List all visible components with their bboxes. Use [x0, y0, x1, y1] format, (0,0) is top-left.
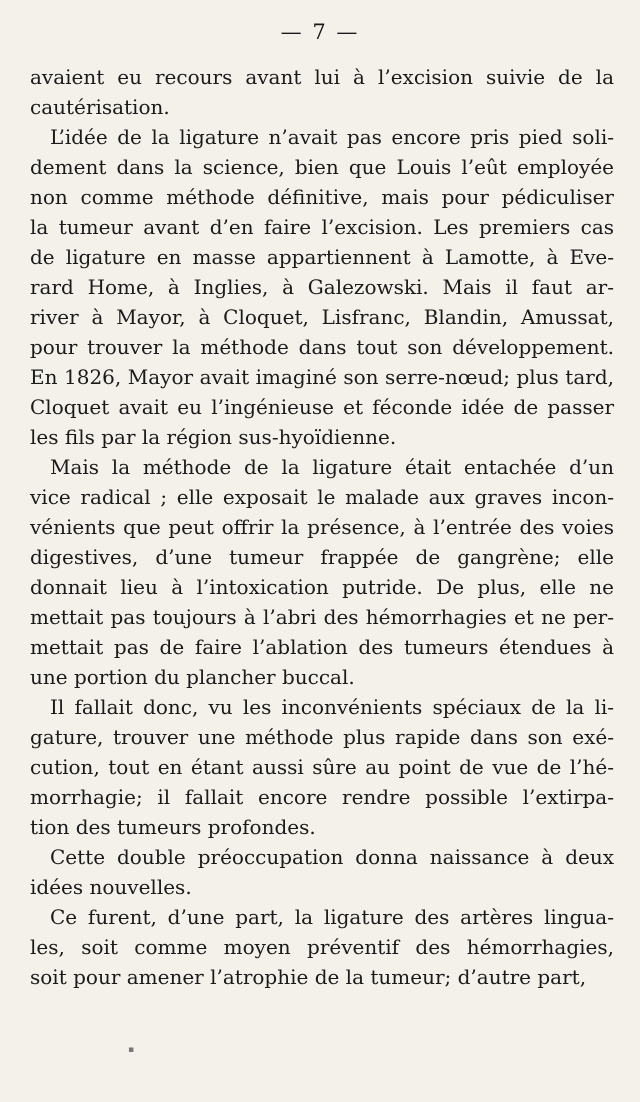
- text-line: idées nouvelles.: [30, 875, 192, 899]
- text-line: Il fallait donc, vu les inconvénients spéciaux de la li-: [50, 695, 614, 719]
- paper-speck: ▪: [128, 1045, 135, 1055]
- text-line: river à Mayor, à Cloquet, Lisfranc, Blandin, Amussat,: [30, 305, 614, 329]
- text-line: morrhagie; il fallait encore rendre possible l’extirpa-: [30, 785, 614, 809]
- text-line: les, soit comme moyen préventif des hémorrhagies,: [30, 935, 614, 959]
- text-line: vice radical ; elle exposait le malade aux graves incon-: [30, 485, 614, 509]
- paragraph: [30, 452, 614, 692]
- text-line: Mais la méthode de la ligature était entachée d’un: [50, 455, 614, 479]
- text-line: une portion du plancher buccal.: [30, 665, 355, 689]
- body-text: [30, 62, 614, 992]
- text-line: la tumeur avant d’en faire l’excision. Les premiers cas: [30, 215, 614, 239]
- text-line: gature, trouver une méthode plus rapide dans son exé-: [30, 725, 614, 749]
- text-line: avaient eu recours avant lui à l’excision suivie de la: [30, 65, 614, 89]
- text-line: soit pour amener l’atrophie de la tumeur; d’autre part,: [30, 965, 587, 989]
- text-line: En 1826, Mayor avait imaginé son serre-nœud; plus tard,: [30, 365, 614, 389]
- paragraph: [30, 122, 614, 452]
- text-line: Cloquet avait eu l’ingénieuse et féconde idée de passer: [30, 395, 614, 419]
- text-line: tion des tumeurs profondes.: [30, 815, 316, 839]
- text-line: rard Home, à Inglies, à Galezowski. Mais il faut ar-: [30, 275, 614, 299]
- page-number: — 7 —: [280, 20, 360, 44]
- paragraph: [30, 62, 614, 122]
- text-line: non comme méthode définitive, mais pour pédiculiser: [30, 185, 614, 209]
- text-line: de ligature en masse appartiennent à Lamotte, à Eve-: [30, 245, 614, 269]
- text-line: les fils par la région sus-hyoïdienne.: [30, 425, 397, 449]
- paragraph: [30, 902, 614, 992]
- text-line: Cette double préoccupation donna naissance à deux: [50, 845, 614, 869]
- text-line: pour trouver la méthode dans tout son développement.: [30, 335, 614, 359]
- text-line: dement dans la science, bien que Louis l’eût employée: [30, 155, 614, 179]
- text-line: cautérisation.: [30, 95, 170, 119]
- paragraph: [30, 692, 614, 842]
- text-line: Ce furent, d’une part, la ligature des artères lingua-: [50, 905, 614, 929]
- text-line: donnait lieu à l’intoxication putride. De plus, elle ne: [30, 575, 614, 599]
- paragraph: [30, 842, 614, 902]
- text-line: cution, tout en étant aussi sûre au point de vue de l’hé-: [30, 755, 614, 779]
- text-line: mettait pas de faire l’ablation des tumeurs étendues à: [30, 635, 614, 659]
- text-line: L’idée de la ligature n’avait pas encore pris pied soli-: [50, 125, 614, 149]
- text-line: mettait pas toujours à l’abri des hémorrhagies et ne per-: [30, 605, 614, 629]
- text-line: vénients que peut offrir la présence, à l’entrée des voies: [30, 515, 614, 539]
- text-line: digestives, d’une tumeur frappée de gangrène; elle: [30, 545, 614, 569]
